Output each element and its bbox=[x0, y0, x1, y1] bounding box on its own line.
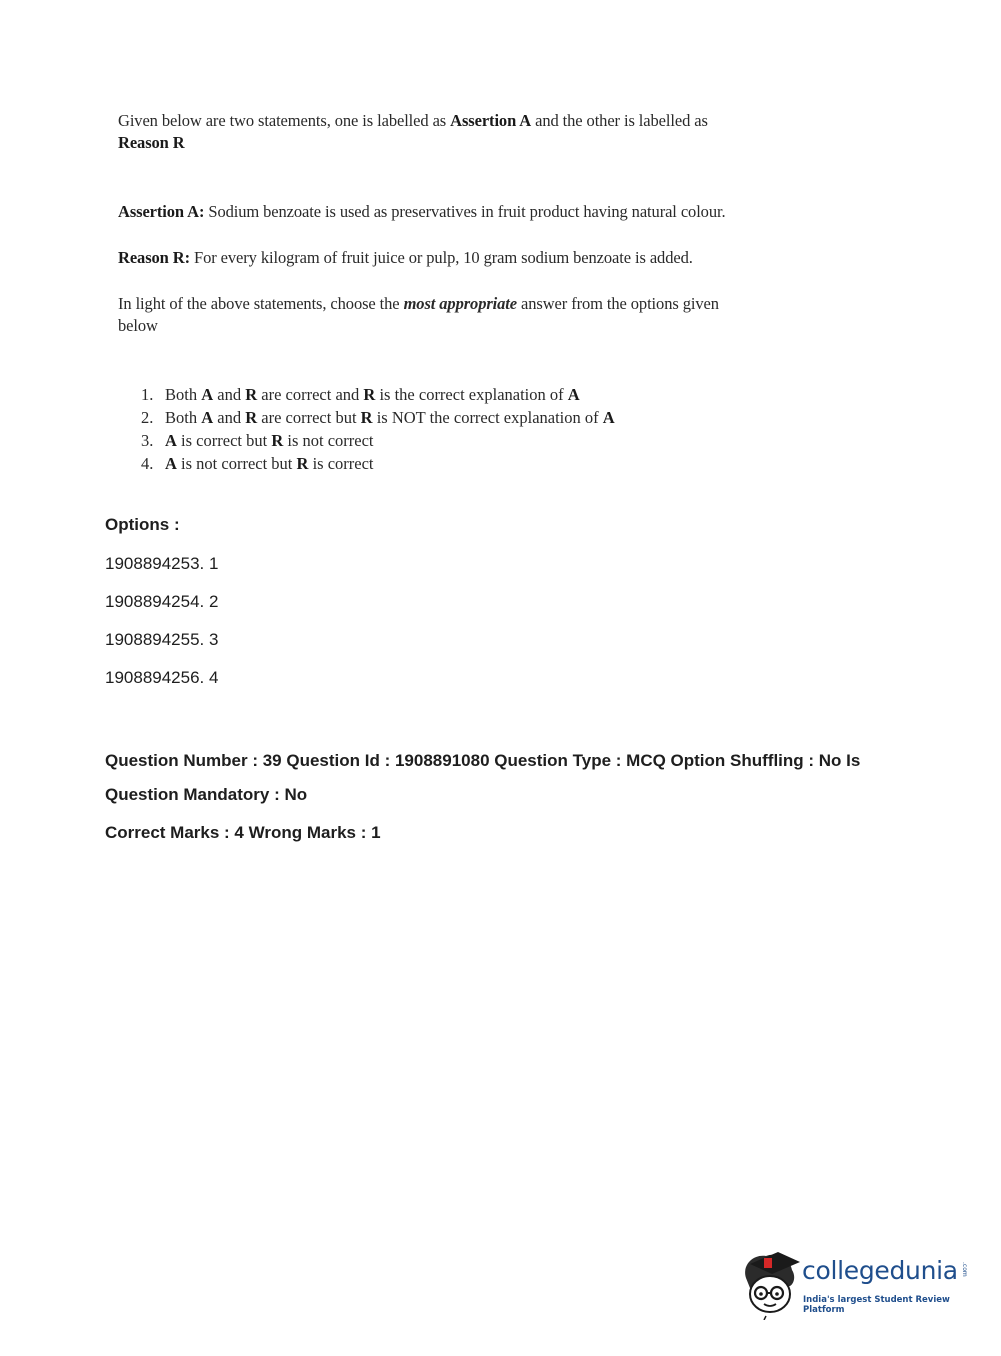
instruction-text: In light of the above statements, choose the bbox=[118, 294, 404, 313]
choice-letter: A bbox=[567, 385, 580, 404]
choice-text: are correct but bbox=[257, 408, 361, 427]
marks-line: Correct Marks : 4 Wrong Marks : 1 bbox=[105, 823, 381, 842]
choice-text: Both bbox=[165, 408, 202, 427]
reason-text: For every kilogram of fruit juice or pulp, 10 gram sodium benzoate is added. bbox=[189, 248, 693, 267]
choice-item bbox=[141, 407, 615, 429]
choice-text: is correct but bbox=[176, 431, 272, 450]
intro-reason-label: Reason R bbox=[118, 133, 185, 152]
assertion-statement bbox=[118, 201, 726, 223]
choice-number: 4. bbox=[141, 454, 154, 473]
question-intro bbox=[118, 110, 708, 154]
instruction bbox=[118, 293, 719, 337]
assertion-label: Assertion A: bbox=[118, 202, 205, 221]
choice-number: 1. bbox=[141, 385, 154, 404]
choice-text: is not correct bbox=[283, 431, 374, 450]
logo-wordmark: collegedunia bbox=[802, 1256, 958, 1285]
choice-text: are correct and bbox=[257, 385, 364, 404]
option-item: 1908894253. 1 bbox=[105, 554, 219, 573]
choice-text: and bbox=[213, 408, 246, 427]
choice-text: Both bbox=[165, 385, 202, 404]
instruction-text-3: below bbox=[118, 316, 158, 335]
choice-letter: R bbox=[360, 408, 373, 427]
choice-letter: A bbox=[201, 408, 214, 427]
choice-item bbox=[141, 384, 580, 406]
choice-item bbox=[141, 453, 374, 475]
question-meta-line: Question Number : 39 Question Id : 1908891080 Question Type : MCQ Option Shuffling : No Is bbox=[105, 751, 861, 770]
choice-letter: A bbox=[602, 408, 615, 427]
reason-label: Reason R: bbox=[118, 248, 190, 267]
question-meta-line: Question Mandatory : No bbox=[105, 785, 308, 804]
instruction-emphasis: most appropriate bbox=[403, 294, 518, 313]
choice-number: 3. bbox=[141, 431, 154, 450]
choice-item bbox=[141, 430, 374, 452]
logo-tagline: India's largest Student Review Platform bbox=[803, 1295, 950, 1315]
choice-text: is the correct explanation of bbox=[375, 385, 568, 404]
assertion-text: Sodium benzoate is used as preservatives in fruit product having natural colour. bbox=[204, 202, 726, 221]
choice-text: is NOT the correct explanation of bbox=[372, 408, 603, 427]
choice-letter: R bbox=[245, 408, 258, 427]
logo-suffix: .com bbox=[961, 1262, 968, 1277]
instruction-text-2: answer from the options given bbox=[517, 294, 719, 313]
choice-text: is not correct but bbox=[176, 454, 297, 473]
intro-text: Given below are two statements, one is labelled as bbox=[118, 111, 451, 130]
intro-text-2: and the other is labelled as bbox=[531, 111, 708, 130]
reason-statement bbox=[118, 247, 693, 269]
choice-letter: A bbox=[165, 454, 177, 473]
option-item: 1908894254. 2 bbox=[105, 592, 219, 611]
choice-letter: R bbox=[296, 454, 309, 473]
choice-letter: R bbox=[245, 385, 258, 404]
choice-letter: A bbox=[201, 385, 214, 404]
choice-text: and bbox=[213, 385, 246, 404]
option-item: 1908894256. 4 bbox=[105, 668, 219, 687]
choice-text: is correct bbox=[308, 454, 374, 473]
choice-number: 2. bbox=[141, 408, 154, 427]
collegedunia-logo bbox=[740, 1248, 970, 1320]
options-heading: Options : bbox=[105, 515, 180, 534]
choice-letter: R bbox=[363, 385, 376, 404]
choice-letter: R bbox=[271, 431, 284, 450]
choice-letter: A bbox=[165, 431, 177, 450]
option-item: 1908894255. 3 bbox=[105, 630, 219, 649]
mascot-icon bbox=[740, 1248, 804, 1320]
intro-assertion-label: Assertion A bbox=[450, 111, 532, 130]
